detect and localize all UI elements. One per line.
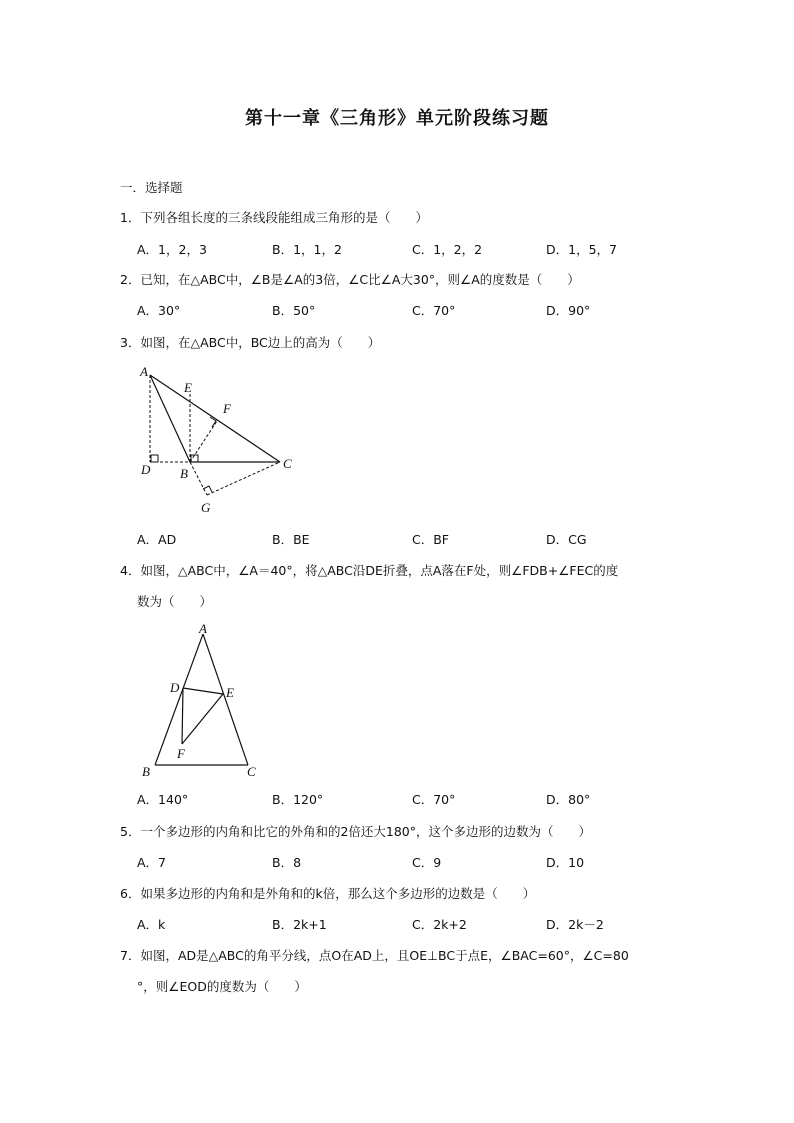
- q4-option-a: A．140°: [137, 792, 189, 807]
- q6-option-d: D．2k－2: [546, 917, 604, 932]
- q3-option-a: A．AD: [137, 532, 177, 547]
- question-3-stem: 3．如图，在△ABC中，BC边上的高为（ ）: [120, 335, 381, 350]
- q1-option-c: C．1，2，2: [412, 242, 483, 257]
- q5-option-a: A．7: [137, 855, 167, 870]
- q4-option-c: C．70°: [412, 792, 456, 807]
- q1-option-b: B．1，1，2: [272, 242, 342, 257]
- question-6-stem: 6．如果多边形的内角和是外角和的k倍，那么这个多边形的边数是（ ）: [120, 886, 536, 901]
- q2-option-d: D．90°: [546, 303, 591, 318]
- label-e: E: [226, 685, 234, 700]
- q3-option-d: D．CG: [546, 532, 587, 547]
- q6-option-a: A．k: [137, 917, 166, 932]
- label-b: B: [142, 764, 150, 779]
- label-f: F: [223, 401, 231, 416]
- q3-option-b: B．BE: [272, 532, 310, 547]
- question-7-stem-cont: °，则∠EOD的度数为（ ）: [137, 979, 307, 994]
- question-2-stem: 2．已知，在△ABC中，∠B是∠A的3倍，∠C比∠A大30°，则∠A的度数是（ ）: [120, 272, 580, 287]
- q2-option-a: A．30°: [137, 303, 181, 318]
- q6-option-c: C．2k+2: [412, 917, 467, 932]
- q5-option-d: D．10: [546, 855, 585, 870]
- question-4-stem: 4．如图，△ABC中，∠A＝40°，将△ABC沿DE折叠，点A落在F处，则∠FDB+∠FEC的度: [120, 563, 619, 578]
- label-a: A: [140, 364, 148, 379]
- question-5-stem: 5．一个多边形的内角和比它的外角和的2倍还大180°，这个多边形的边数为（ ）: [120, 824, 592, 839]
- q1-option-a: A．1，2，3: [137, 242, 207, 257]
- question-7-stem: 7．如图，AD是△ABC的角平分线，点O在AD上，且OE⊥BC于点E，∠BAC=60°，∠C=80: [120, 948, 629, 963]
- question-1-stem: 1．下列各组长度的三条线段能组成三角形的是（ ）: [120, 210, 428, 225]
- q3-option-c: C．BF: [412, 532, 449, 547]
- label-c: C: [283, 456, 292, 471]
- q2-option-b: B．50°: [272, 303, 316, 318]
- q5-option-b: B．8: [272, 855, 302, 870]
- q3-figure-triangle: [135, 360, 305, 520]
- section-heading: 一．选择题: [120, 180, 183, 195]
- label-g: G: [201, 500, 211, 515]
- question-4-stem-cont: 数为（ ）: [137, 594, 213, 609]
- q6-option-b: B．2k+1: [272, 917, 327, 932]
- label-b: B: [180, 466, 188, 481]
- page-title: 第十一章《三角形》单元阶段练习题: [245, 108, 549, 129]
- label-d: D: [141, 462, 151, 477]
- q4-option-d: D．80°: [546, 792, 591, 807]
- label-f: F: [177, 746, 185, 761]
- q5-option-c: C．9: [412, 855, 442, 870]
- label-a: A: [199, 621, 207, 636]
- label-c: C: [247, 764, 256, 779]
- label-e: E: [184, 380, 192, 395]
- q4-option-b: B．120°: [272, 792, 324, 807]
- q2-option-c: C．70°: [412, 303, 456, 318]
- q1-option-d: D．1，5，7: [546, 242, 617, 257]
- label-d: D: [170, 680, 180, 695]
- q4-figure-folded-triangle: [135, 618, 270, 783]
